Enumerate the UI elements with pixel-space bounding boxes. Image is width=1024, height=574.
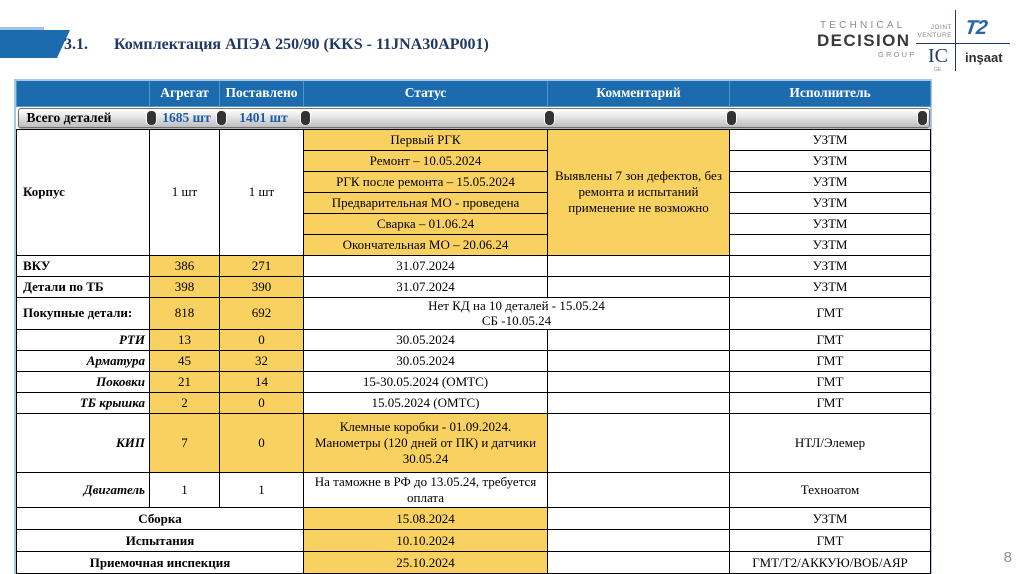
page-number: 8 — [1003, 549, 1012, 566]
table-row-priemka — [17, 552, 931, 574]
footer-label: Приемочная инспекция — [17, 552, 304, 574]
table-row-rti — [17, 330, 931, 351]
title-number: 3.1. — [64, 36, 88, 53]
row-postavleno: 0 — [220, 393, 304, 414]
footer-status: 15.08.2024 — [304, 508, 548, 530]
row-status: 15.05.2024 (ОМТС) — [304, 393, 548, 414]
logo-divider-vertical — [955, 10, 956, 71]
footer-label: Испытания — [17, 530, 304, 552]
header-postavleno: Поставлено — [220, 81, 304, 106]
korpus-status-5: Окончательная МО – 20.06.24 — [304, 234, 548, 255]
table-row-korpus — [17, 129, 931, 150]
korpus-executor-1: УЗТМ — [730, 150, 931, 171]
korpus-executor-4: УЗТМ — [730, 213, 931, 234]
korpus-status-4: Сварка – 01.06.24 — [304, 213, 548, 234]
row-agregat: 386 — [150, 255, 220, 276]
title-text: Комплектация АПЭА 250/90 (KKS - 11JNA30AP001) — [114, 36, 489, 53]
accent-line — [0, 27, 44, 30]
footer-status: 10.10.2024 — [304, 530, 548, 552]
row-comment — [548, 414, 730, 473]
parts-status-table — [16, 81, 931, 574]
separator-pill — [918, 111, 927, 125]
row-postavleno: 692 — [220, 297, 304, 330]
row-agregat: 45 — [150, 351, 220, 372]
korpus-postavleno: 1 шт — [220, 129, 304, 255]
korpus-status-0: Первый РГК — [304, 129, 548, 150]
korpus-status-1: Ремонт – 10.05.2024 — [304, 150, 548, 171]
table-row-tb-kryshka — [17, 393, 931, 414]
title-banner-shape — [0, 30, 70, 58]
row-executor: НТЛ/Элемер — [730, 414, 931, 473]
total-row — [17, 106, 931, 129]
row-agregat: 398 — [150, 276, 220, 297]
row-comment — [548, 393, 730, 414]
row-status: На таможне в РФ до 13.05.24, требуется оплата — [304, 473, 548, 508]
row-label: Двигатель — [17, 473, 150, 508]
row-comment — [548, 255, 730, 276]
row-status: 31.07.2024 — [304, 276, 548, 297]
row-label: ТБ крышка — [17, 393, 150, 414]
row-postavleno: 14 — [220, 372, 304, 393]
row-agregat: 2 — [150, 393, 220, 414]
footer-comment — [548, 508, 730, 530]
logo-joint-venture-text — [908, 24, 952, 41]
total-label: Всего деталей — [26, 109, 112, 125]
separator-pill — [301, 111, 310, 125]
separator-pill — [217, 111, 226, 125]
table-row-detali-tb — [17, 276, 931, 297]
footer-comment — [548, 530, 730, 552]
row-label: КИП — [17, 414, 150, 473]
ic-logo: IC — [928, 45, 948, 67]
korpus-executor-2: УЗТМ — [730, 171, 931, 192]
row-postavleno: 271 — [220, 255, 304, 276]
insaat-logo-text: inşaat — [965, 50, 1003, 65]
row-postavleno: 0 — [220, 414, 304, 473]
slide-title — [64, 36, 489, 54]
row-label: РТИ — [17, 330, 150, 351]
header-label — [17, 81, 150, 106]
status-table — [14, 79, 932, 574]
status-line: СБ -10.05.24 — [481, 313, 552, 329]
row-status: 30.05.2024 — [304, 330, 548, 351]
table-row-pokovki — [17, 372, 931, 393]
footer-executor: ГМТ — [730, 530, 931, 552]
row-label: Детали по ТБ — [17, 276, 150, 297]
separator-pill — [727, 111, 736, 125]
header-agregat: Агрегат — [150, 81, 220, 106]
row-executor: ГМТ — [730, 393, 931, 414]
row-executor: УЗТМ — [730, 276, 931, 297]
table-row-vku — [17, 255, 931, 276]
row-comment — [548, 351, 730, 372]
row-agregat: 21 — [150, 372, 220, 393]
korpus-status-3: Предварительная МО - проведена — [304, 192, 548, 213]
total-agregat-value: 1685 шт — [162, 109, 211, 125]
row-executor: ГМТ — [730, 351, 931, 372]
header-comment: Комментарий — [548, 81, 730, 106]
row-comment — [548, 330, 730, 351]
header-row — [17, 81, 931, 106]
joint-text: JOINT — [930, 24, 952, 31]
korpus-comment: Выявлены 7 зон дефектов, без ремонта и испытаний применение не возможно — [548, 129, 730, 255]
table-row-dvigatel — [17, 473, 931, 508]
row-agregat: 7 — [150, 414, 220, 473]
table-row-pokupnye — [17, 297, 931, 330]
row-comment — [548, 473, 730, 508]
row-status-merged — [304, 297, 730, 330]
row-agregat: 818 — [150, 297, 220, 330]
separator-pill — [147, 111, 156, 125]
logo-decision-text: DECISION — [817, 31, 911, 50]
logo-technical-text: TECHNICAL — [820, 20, 906, 31]
row-postavleno: 0 — [220, 330, 304, 351]
footer-status: 25.10.2024 — [304, 552, 548, 574]
row-comment — [548, 276, 730, 297]
row-status: 30.05.2024 — [304, 351, 548, 372]
header-executor: Исполнитель — [730, 81, 931, 106]
ic-logo-subtext: GE — [934, 67, 942, 73]
logo-group-text: GROUP — [878, 50, 917, 59]
footer-comment — [548, 552, 730, 574]
company-logo — [812, 8, 1014, 74]
row-agregat: 13 — [150, 330, 220, 351]
row-executor: ГМТ — [730, 372, 931, 393]
korpus-executor-0: УЗТМ — [730, 129, 931, 150]
row-agregat: 1 — [150, 473, 220, 508]
total-bar-cell — [17, 106, 931, 129]
row-label: Поковки — [17, 372, 150, 393]
separator-pill — [545, 111, 554, 125]
table-row-kip — [17, 414, 931, 473]
row-executor: ГМТ — [730, 330, 931, 351]
table-row-armatura — [17, 351, 931, 372]
table-row-ispytaniya — [17, 530, 931, 552]
row-postavleno: 1 — [220, 473, 304, 508]
row-postavleno: 32 — [220, 351, 304, 372]
row-label: ВКУ — [17, 255, 150, 276]
row-postavleno: 390 — [220, 276, 304, 297]
t2-logo: T2 — [963, 17, 988, 39]
row-comment — [548, 372, 730, 393]
row-status: 15-30.05.2024 (ОМТС) — [304, 372, 548, 393]
korpus-status-2: РГК после ремонта – 15.05.2024 — [304, 171, 548, 192]
korpus-agregat: 1 шт — [150, 129, 220, 255]
header-status: Статус — [304, 81, 548, 106]
row-label: Арматура — [17, 351, 150, 372]
footer-label: Сборка — [17, 508, 304, 530]
table-row-sborka — [17, 508, 931, 530]
korpus-executor-3: УЗТМ — [730, 192, 931, 213]
venture-text: VENTURE — [917, 32, 952, 40]
footer-executor: ГМТ/Т2/АККУЮ/ВОБ/АЯР — [730, 552, 931, 574]
total-postavleno-value: 1401 шт — [239, 109, 288, 125]
status-line: Нет КД на 10 деталей - 15.05.24 — [428, 297, 605, 313]
korpus-label: Корпус — [17, 129, 150, 255]
row-status: Клемные коробки - 01.09.2024. Манометры (120 дней от ПК) и датчики 30.05.24 — [304, 414, 548, 473]
footer-executor: УЗТМ — [730, 508, 931, 530]
row-label: Покупные детали: — [17, 297, 150, 330]
row-executor: Техноатом — [730, 473, 931, 508]
korpus-executor-5: УЗТМ — [730, 234, 931, 255]
row-status: 31.07.2024 — [304, 255, 548, 276]
logo-divider-horizontal — [916, 43, 1010, 44]
row-executor: ГМТ — [730, 297, 931, 330]
row-executor: УЗТМ — [730, 255, 931, 276]
total-3d-bar — [18, 108, 930, 128]
